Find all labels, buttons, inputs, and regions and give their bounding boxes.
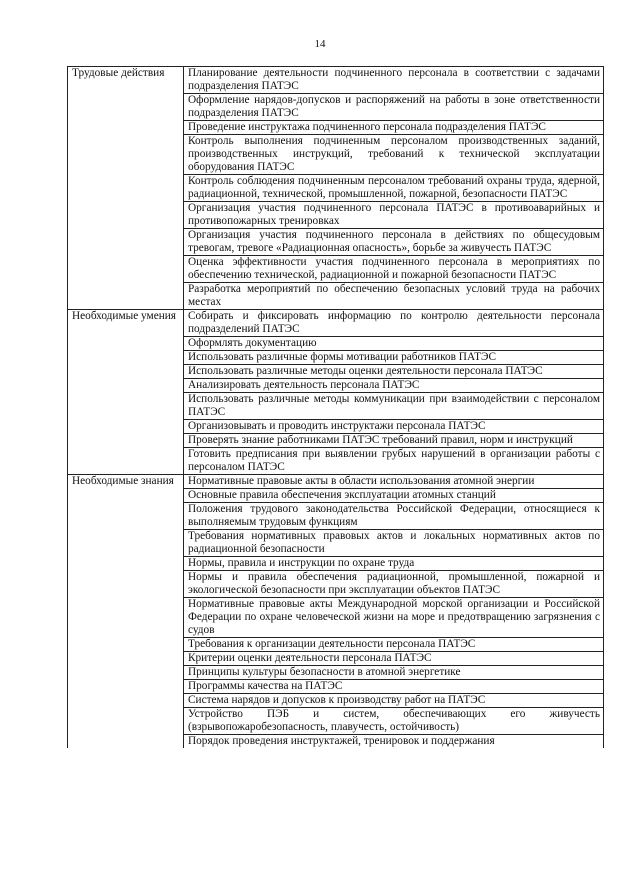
requirement-item: Нормативные правовые акты Международной морской организации и Российской Федерации по охране человеческой жизни на море и предотвращению загрязнения с судов (184, 598, 604, 638)
requirement-item: Использовать различные методы коммуникации при взаимодействии с персоналом ПАТЭС (184, 393, 604, 420)
competency-table (67, 66, 604, 748)
requirement-item: Готовить предписания при выявлении грубых нарушений в организации работы с персоналом ПАТЭС (184, 448, 604, 475)
page-number: 14 (314, 38, 326, 50)
requirement-item: Нормативные правовые акты в области использования атомной энергии (184, 475, 604, 489)
requirement-item: Требования к организации деятельности персонала ПАТЭС (184, 638, 604, 652)
competency-table-body (68, 67, 604, 749)
requirement-item: Проведение инструктажа подчиненного персонала подразделения ПАТЭС (184, 121, 604, 135)
table-row (68, 310, 604, 337)
requirement-item: Нормы, правила и инструкции по охране труда (184, 557, 604, 571)
requirement-item: Организовывать и проводить инструктажи персонала ПАТЭС (184, 420, 604, 434)
section-title: Трудовые действия (68, 67, 184, 310)
requirement-item: Собирать и фиксировать информацию по контролю деятельности персонала подразделений ПАТЭС (184, 310, 604, 337)
requirement-item: Контроль соблюдения подчиненным персоналом требований охраны труда, ядерной, радиационной, технической, промышленной, пожарной, безопасности ПАТЭС (184, 175, 604, 202)
requirement-item: Оценка эффективности участия подчиненного персонала в мероприятиях по обеспечению технической, радиационной и пожарной безопасности ПАТЭС (184, 256, 604, 283)
requirement-item: Использовать различные формы мотивации работников ПАТЭС (184, 351, 604, 365)
requirement-item: Планирование деятельности подчиненного персонала в соответствии с задачами подразделения ПАТЭС (184, 67, 604, 94)
requirement-item: Анализировать деятельность персонала ПАТЭС (184, 379, 604, 393)
requirement-item: Требования нормативных правовых актов и локальных нормативных актов по радиационной безопасности (184, 530, 604, 557)
requirement-item: Положения трудового законодательства Российской Федерации, относящиеся к выполняемым трудовым функциям (184, 503, 604, 530)
section-title: Необходимые знания (68, 475, 184, 749)
requirement-item: Организация участия подчиненного персонала ПАТЭС в противоаварийных и противопожарных тренировках (184, 202, 604, 229)
requirement-item: Порядок проведения инструктажей, тренировок и поддержания (184, 735, 604, 749)
requirement-item: Нормы и правила обеспечения радиационной, промышленной, пожарной и экологической безопасности при эксплуатации объектов ПАТЭС (184, 571, 604, 598)
requirement-item: Принципы культуры безопасности в атомной энергетике (184, 666, 604, 680)
requirement-item: Программы качества на ПАТЭС (184, 680, 604, 694)
requirement-item: Организация участия подчиненного персонала в действиях по общесудовым тревогам, тревоге «Радиационная опасность», борьбе за живучесть ПАТЭС (184, 229, 604, 256)
requirement-item: Оформлять документацию (184, 337, 604, 351)
requirement-item: Разработка мероприятий по обеспечению безопасных условий труда на рабочих местах (184, 283, 604, 310)
requirement-item: Устройство ПЭБ и систем, обеспечивающих его живучесть (взрывопожаробезопасность, плавучесть, остойчивость) (184, 708, 604, 735)
requirement-item: Контроль выполнения подчиненным персоналом производственных заданий, производственных инструкций, требований к технической эксплуатации оборудования ПАТЭС (184, 135, 604, 175)
requirement-item: Использовать различные методы оценки деятельности персонала ПАТЭС (184, 365, 604, 379)
requirement-item: Критерии оценки деятельности персонала ПАТЭС (184, 652, 604, 666)
requirement-item: Система нарядов и допусков к производству работ на ПАТЭС (184, 694, 604, 708)
table-row (68, 67, 604, 94)
section-title: Необходимые умения (68, 310, 184, 475)
requirement-item: Проверять знание работниками ПАТЭС требований правил, норм и инструкций (184, 434, 604, 448)
requirement-item: Оформление нарядов-допусков и распоряжений на работы в зоне ответственности подразделения ПАТЭС (184, 94, 604, 121)
requirement-item: Основные правила обеспечения эксплуатации атомных станций (184, 489, 604, 503)
table-row (68, 475, 604, 489)
